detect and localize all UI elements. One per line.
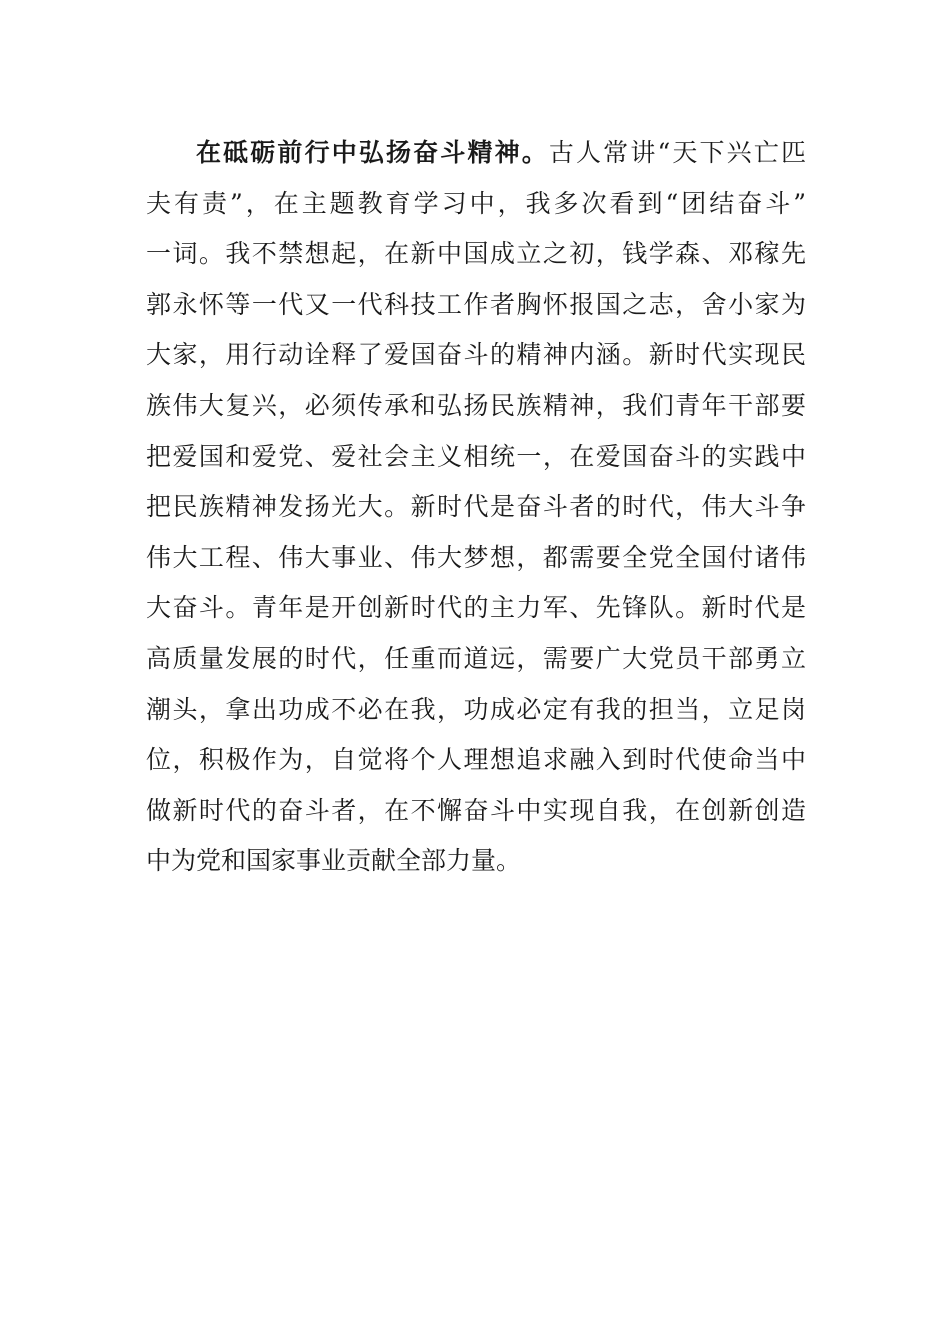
paragraph-line: 做新时代的奋斗者，在不懈奋斗中实现自我，在创新创造 [146, 795, 806, 825]
paragraph-line: 中为党和国家事业贡献全部力量。 [146, 846, 522, 876]
paragraph-line: 潮头，拿出功成不必在我，功成必定有我的担当，立足岗 [146, 694, 806, 724]
paragraph-line: 把爱国和爱党、爱社会主义相统一，在爱国奋斗的实践中 [146, 441, 806, 471]
paragraph-line: 高质量发展的时代，任重而道远，需要广大党员干部勇立 [146, 643, 806, 673]
paragraph-line [146, 128, 806, 179]
paragraph-line: 一词。我不禁想起，在新中国成立之初，钱学森、邓稼先 [146, 239, 806, 269]
paragraph-heading: 在砥砺前行中弘扬奋斗精神。 [196, 138, 549, 167]
paragraph-line: 族伟大复兴，必须传承和弘扬民族精神，我们青年干部要 [146, 390, 806, 420]
paragraph-line: 大奋斗。青年是开创新时代的主力军、先锋队。新时代是 [146, 593, 806, 623]
paragraph-line: 把民族精神发扬光大。新时代是奋斗者的时代，伟大斗争 [146, 492, 806, 522]
paragraph-line: 大家，用行动诠释了爱国奋斗的精神内涵。新时代实现民 [146, 340, 806, 370]
paragraph-line: 伟大工程、伟大事业、伟大梦想，都需要全党全国付诸伟 [146, 542, 806, 572]
paragraph-line: 郭永怀等一代又一代科技工作者胸怀报国之志，舍小家为 [146, 289, 806, 319]
paragraph-line: 夫有责”，在主题教育学习中，我多次看到“团结奋斗” [146, 188, 806, 218]
paragraph-text: 古人常讲“天下兴亡匹 [548, 138, 806, 167]
paragraph-line: 位，积极作为，自觉将个人理想追求融入到时代使命当中 [146, 745, 806, 775]
body-paragraph [146, 128, 806, 887]
